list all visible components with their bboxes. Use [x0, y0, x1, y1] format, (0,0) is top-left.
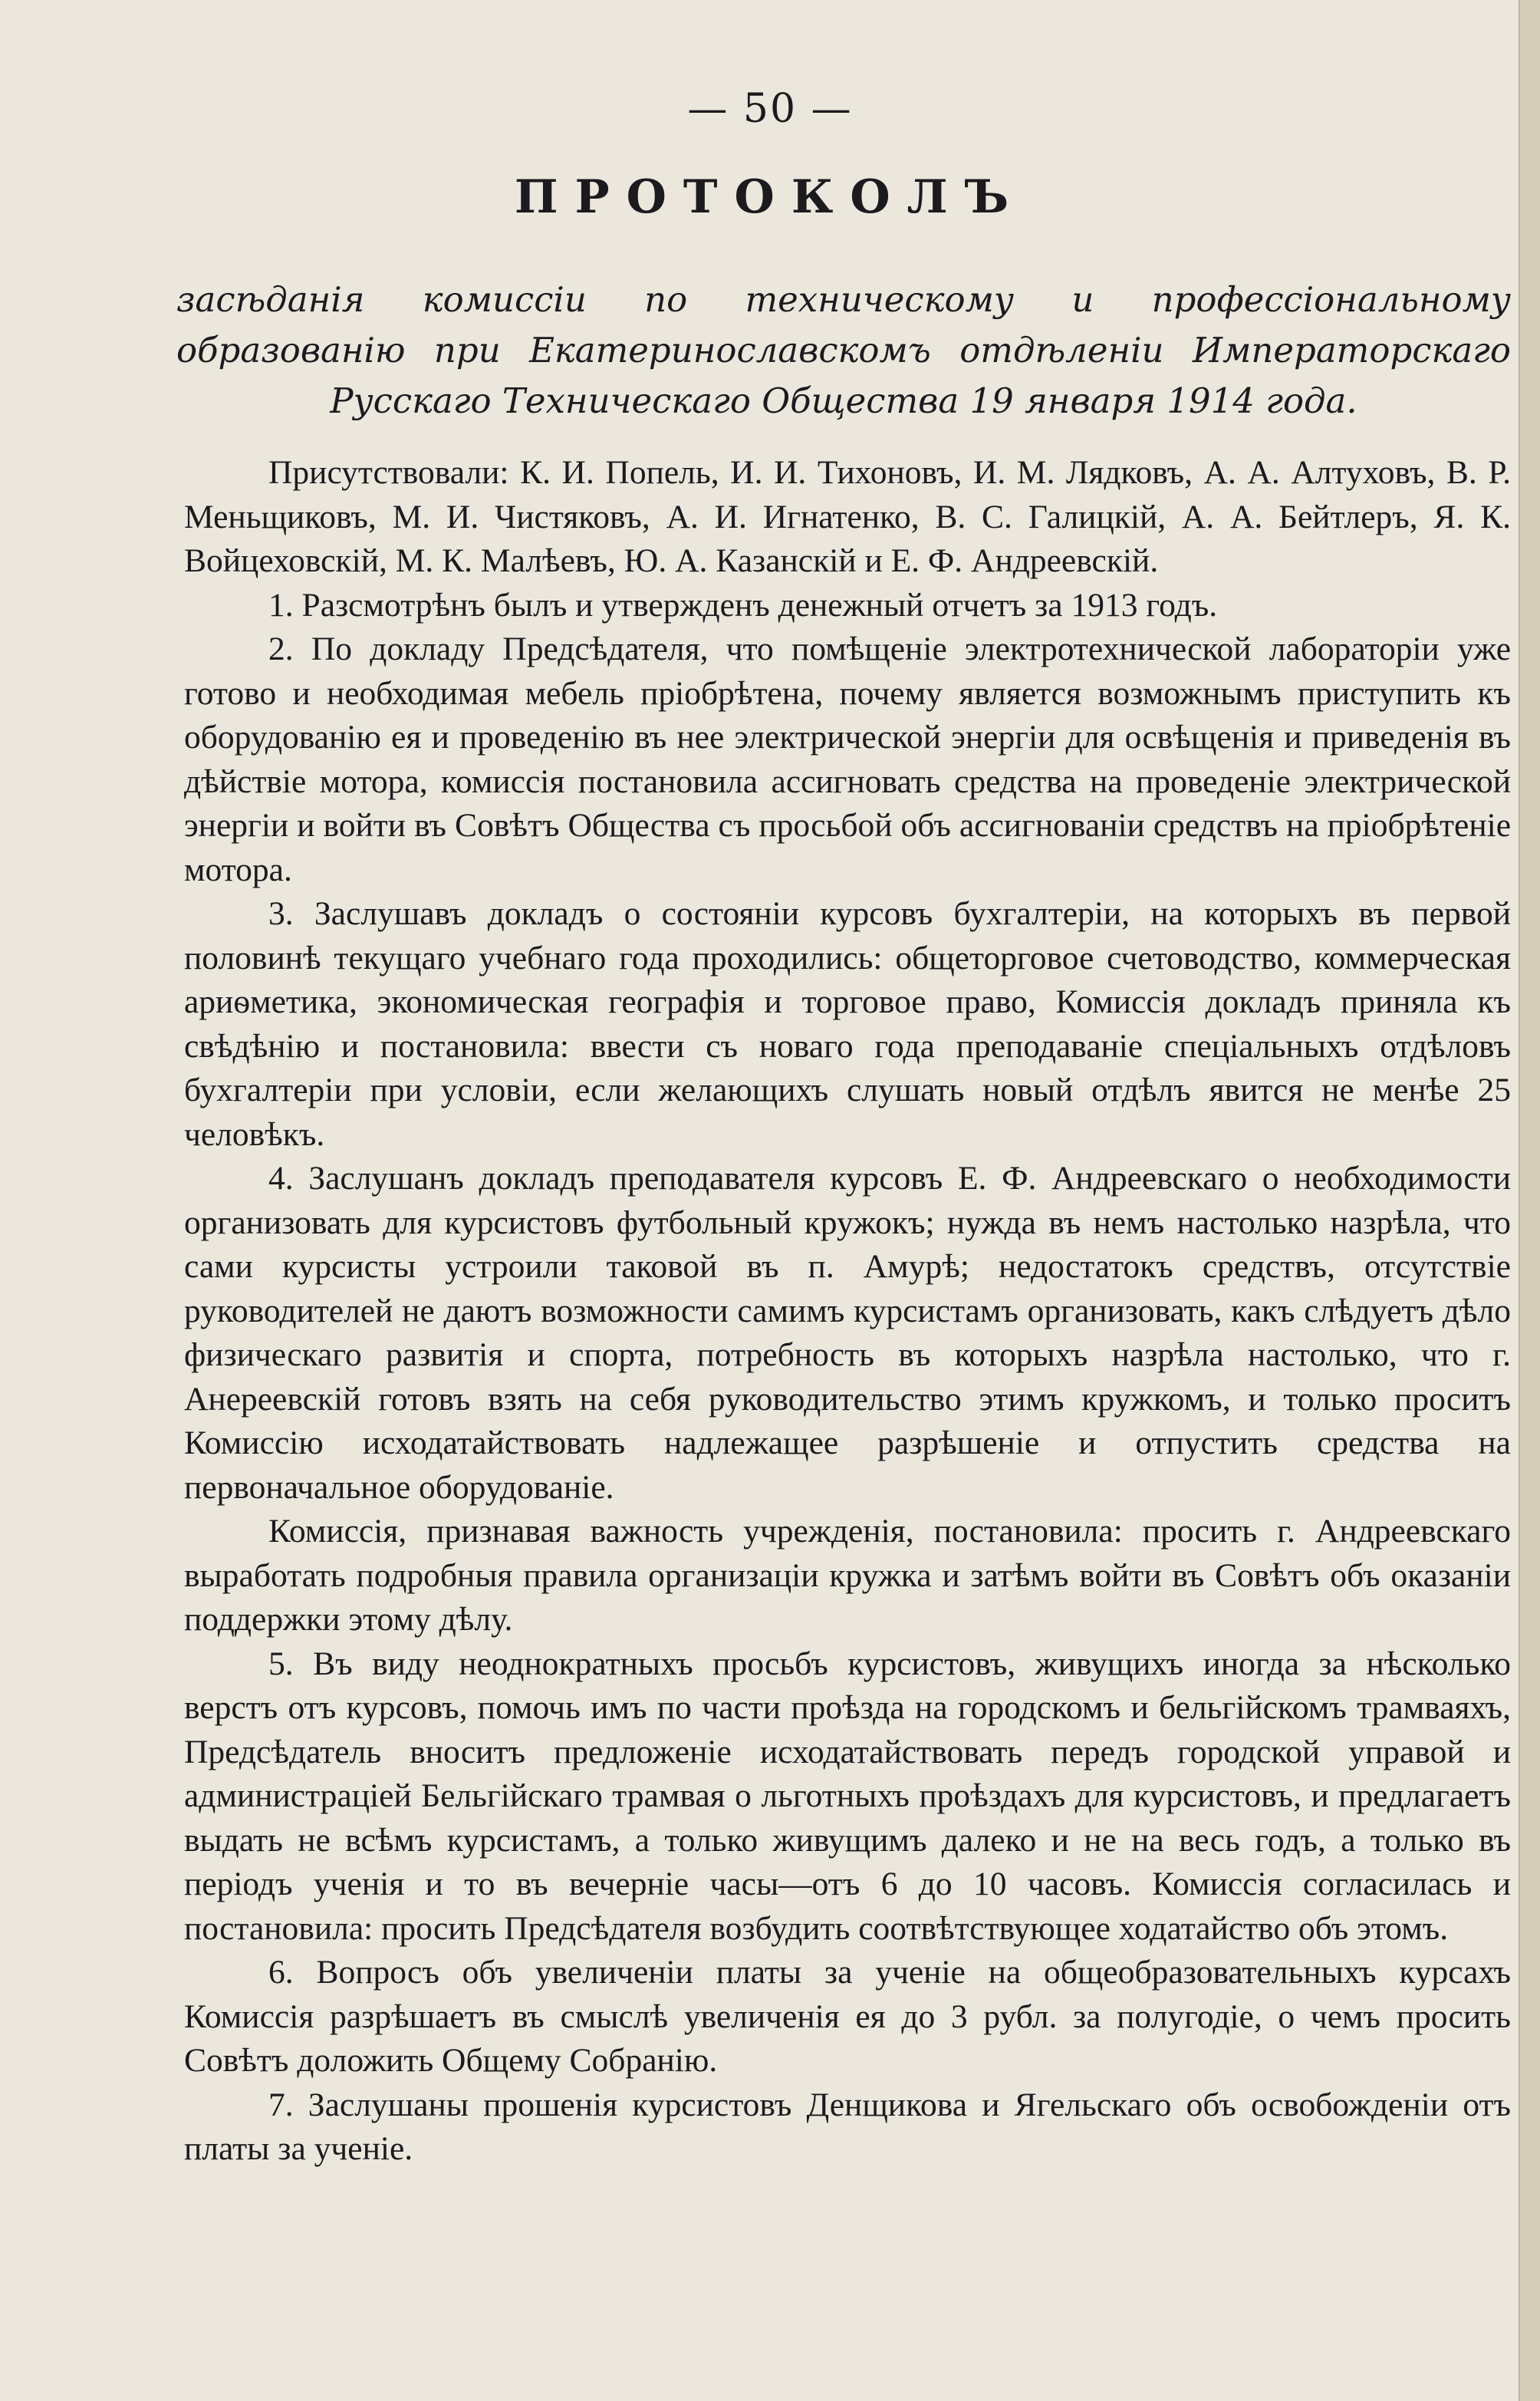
paragraph-item-7: 7. Заслушаны прошенія курсистовъ Денщикова и Ягельскаго объ освобожденіи отъ платы за ученіе.: [184, 2086, 1511, 2167]
protocol-body: [184, 451, 1511, 2172]
document-subtitle: засѣданія комиссіи по техническому и профессіональному образованію при Екатеринославскомъ отдѣленіи Императорскаго Русскаго Техническаго Общества 19 января 1914 года.: [176, 279, 1511, 421]
paragraph-item-2: 2. По докладу Предсѣдателя, что помѣщеніе электротехнической лабораторіи уже готово и необходимая мебель пріобрѣтена, почему является возможнымъ приступить къ оборудованію ея и проведенію въ нее электрической энергіи для освѣщенія и приведенія въ дѣйствіе мотора, комиссія постановила ассигновать средства на проведеніе электрической энергіи и войти въ Совѣтъ Общества съ просьбой объ ассигнованіи средствъ на пріобрѣтеніе мотора.: [184, 631, 1511, 888]
page-edge-shadow: [1519, 0, 1540, 2401]
paragraph-item-1: 1. Разсмотрѣнъ былъ и утвержденъ денежный отчетъ за 1913 годъ.: [268, 586, 1218, 624]
paragraph-attendees: Присутствовали: К. И. Попель, И. И. Тихоновъ, И. М. Лядковъ, А. А. Алтуховъ, В. Р. Меньщиковъ, М. И. Чистяковъ, А. И. Игнатенко, В. С. Галицкій, А. А. Бейтлеръ, Я. К. Войцеховскій, М. К. Малѣевъ, Ю. А. Казанскій и Е. Ф. Андреевскій.: [184, 454, 1511, 579]
paragraph-item-6: 6. Вопросъ объ увеличеніи платы за ученіе на общеобразовательныхъ курсахъ Комиссія разрѣшаетъ въ смыслѣ увеличенія ея до 3 рубл. за полугодіе, о чемъ просить Совѣтъ доложить Общему Собранію.: [184, 1954, 1511, 2079]
paragraph-item-4-resolution: Комиссія, признавая важность учрежденія, постановила: просить г. Андреевскаго выработать подробныя правила организаціи кружка и затѣмъ войти въ Совѣтъ объ оказаніи поддержки этому дѣлу.: [184, 1513, 1511, 1638]
paragraph-item-4: 4. Заслушанъ докладъ преподавателя курсовъ Е. Ф. Андреевскаго о необходимости организовать для курсистовъ футбольный кружокъ; нужда въ немъ настолько назрѣла, что сами курсисты устроили таковой въ п. Амурѣ; недостатокъ средствъ, отсутствіе руководителей не даютъ возможности самимъ курсистамъ организовать, какъ слѣдуетъ дѣло физическаго развитія и спорта, потребность въ которыхъ назрѣла настолько, что г. Анереевскій готовъ взять на себя руководительство этимъ кружкомъ, и только проситъ Комиссію исходатайствовать надлежащее разрѣшеніе и отпустить средства на первоначальное оборудованіе.: [184, 1160, 1511, 1506]
paragraph-item-3: 3. Заслушавъ докладъ о состояніи курсовъ бухгалтеріи, на которыхъ въ первой половинѣ текущаго учебнаго года проходились: общеторговое счетоводство, коммерческая ариѳметика, экономическая географія и торговое право, Комиссія докладъ приняла къ свѣдѣнію и постановила: ввести съ новаго года преподаваніе спеціальныхъ отдѣловъ бухгалтеріи при условіи, если желающихъ слушать новый отдѣлъ явится не менѣе 25 человѣкъ.: [184, 895, 1511, 1153]
page-number: — 50 —: [687, 86, 853, 132]
document-title: ПРОТОКОЛЪ: [514, 170, 1026, 224]
paragraph-item-5: 5. Въ виду неоднократныхъ просьбъ курсистовъ, живущихъ иногда за нѣсколько верстъ отъ курсовъ, помочь имъ по части проѣзда на городскомъ и бельгійскомъ трамваяхъ, Предсѣдатель вноситъ предложеніе исходатайствовать передъ городской управой и администраціей Бельгійскаго трамвая о льготныхъ проѣздахъ для курсистовъ, и предлагаетъ выдать не всѣмъ курсистамъ, а только живущимъ далеко и не на весь годъ, а только въ періодъ ученія и то въ вечерніе часы—отъ 6 до 10 часовъ. Комиссія согласилась и постановила: просить Предсѣдателя возбудить соотвѣтствующее ходатайство объ этомъ.: [184, 1645, 1511, 1947]
